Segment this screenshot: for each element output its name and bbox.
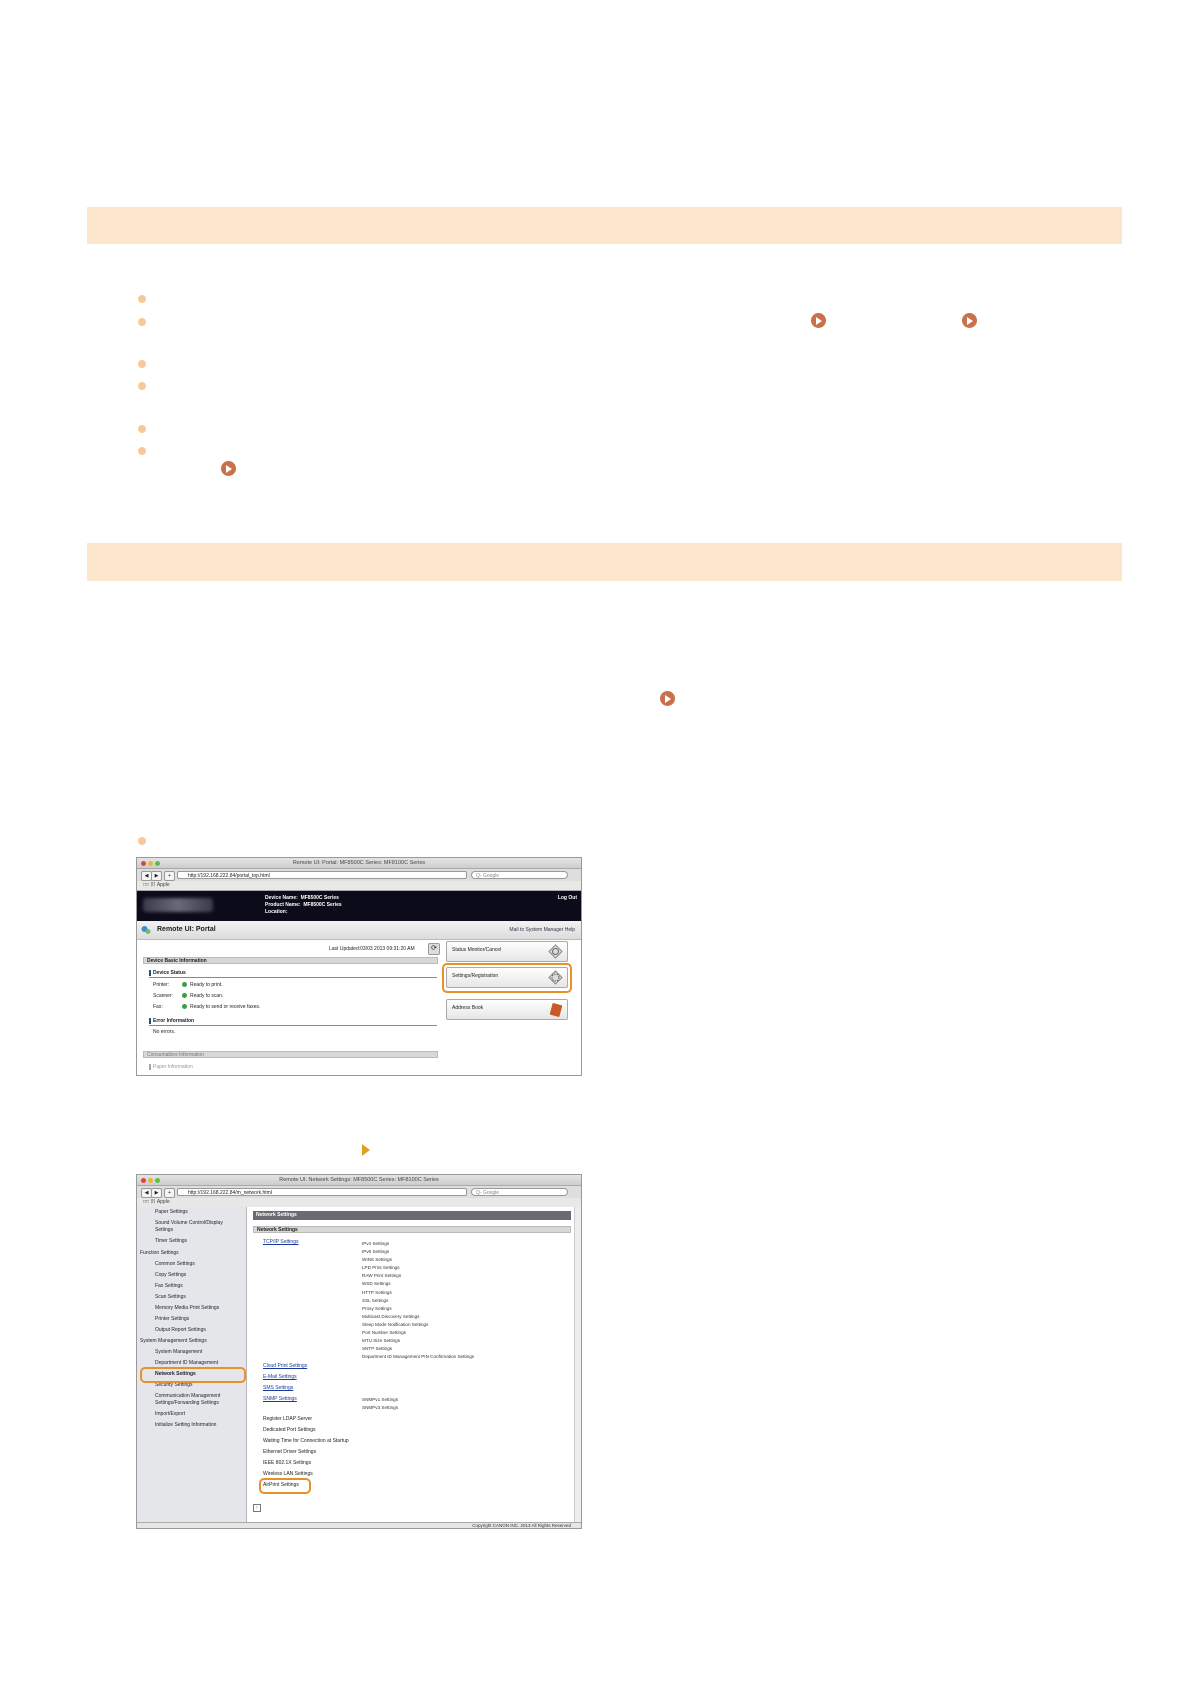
add-bookmark-button[interactable]: + <box>164 871 175 881</box>
sidebar-item-network-settings[interactable]: Network Settings <box>155 1371 196 1377</box>
tcpip-item: WINS Settings <box>362 1257 392 1263</box>
sidebar-item-sound-volume[interactable]: Sound Volume Control/Display <box>155 1220 223 1226</box>
forward-button[interactable]: ▶ <box>151 871 162 881</box>
tcpip-item: SNTP Settings <box>362 1346 393 1352</box>
status-monitor-icon <box>548 944 563 959</box>
bullet-marker <box>138 837 146 845</box>
portal-icon <box>141 925 151 935</box>
sidebar-item-security-settings[interactable]: Security Settings <box>155 1382 193 1388</box>
bullet-marker <box>138 425 146 433</box>
airprint-settings-link[interactable]: AirPrint Settings <box>263 1482 299 1488</box>
device-basic-info-header: Device Basic Information <box>143 957 438 964</box>
address-book-label: Address Book <box>452 1005 484 1011</box>
settings-sidebar <box>137 1207 247 1522</box>
address-book-icon <box>548 1002 563 1017</box>
network-settings-screenshot <box>136 1174 582 1529</box>
highlight-settings-registration <box>442 963 572 993</box>
snmp-item: SNMPv3 Settings <box>362 1405 398 1410</box>
minimize-window-icon[interactable] <box>148 861 153 866</box>
tcpip-item: SSL Settings <box>362 1297 389 1303</box>
sidebar-item-timer-settings[interactable]: Timer Settings <box>155 1238 188 1244</box>
minimize-window-icon[interactable] <box>148 1178 153 1183</box>
product-logo <box>143 898 213 912</box>
link-arrow-icon[interactable] <box>962 313 977 328</box>
wireless-lan-settings[interactable]: Wireless LAN Settings <box>263 1471 313 1477</box>
tcpip-item: RAW Print Settings <box>362 1273 402 1279</box>
step-arrow-icon <box>362 1144 370 1156</box>
sidebar-item-system-management[interactable]: System Management <box>155 1349 203 1355</box>
waiting-time-startup[interactable]: Waiting Time for Connection at Startup <box>263 1438 349 1444</box>
tcpip-item: Multicast Discovery Settings <box>362 1313 420 1319</box>
no-errors-text: No errors. <box>153 1029 176 1035</box>
page-top-icon[interactable]: ↑ <box>253 1504 261 1512</box>
link-arrow-icon[interactable] <box>221 461 236 476</box>
tcpip-item: IPv6 Settings <box>362 1249 390 1255</box>
window-title-bar <box>137 858 581 869</box>
zoom-window-icon[interactable] <box>155 861 160 866</box>
sidebar-group-system-management: System Management Settings <box>140 1338 207 1344</box>
browser-toolbar <box>137 869 581 881</box>
link-arrow-icon[interactable] <box>660 691 675 706</box>
tcpip-item: IPv4 Settings <box>362 1241 390 1246</box>
tcpip-item: MTU Size Settings <box>362 1338 401 1344</box>
forward-button[interactable]: ▶ <box>151 1188 162 1198</box>
network-settings-subheader: Network Settings <box>253 1226 571 1233</box>
window-title: Remote UI: Network Settings: MF8500C Series: MF8100C Series <box>279 1177 439 1183</box>
location-label: Location: <box>265 909 288 915</box>
network-settings-pane <box>247 1207 575 1522</box>
copyright-footer: Copyright CANON INC. 2013 All Rights Reserved <box>137 1522 581 1528</box>
snmp-settings-link[interactable]: SNMP Settings <box>263 1396 297 1402</box>
bookmarks-bar: □□ 田 Apple <box>137 1198 581 1208</box>
address-book-button[interactable] <box>446 999 568 1020</box>
bullet-marker <box>138 360 146 368</box>
tcpip-item: Proxy Settings <box>362 1305 392 1311</box>
remote-ui-portal-screenshot <box>136 857 582 1076</box>
scanner-status: Ready to scan. <box>190 993 224 999</box>
highlight-network-settings <box>140 1367 246 1383</box>
browser-toolbar <box>137 1186 581 1198</box>
sidebar-item-communication-management-cont[interactable]: Settings/Forwarding Settings <box>155 1400 219 1406</box>
refresh-icon[interactable]: ⟳ <box>428 943 440 955</box>
fax-status-icon <box>182 1004 187 1009</box>
device-status-heading: Device Status <box>149 970 186 976</box>
highlight-airprint-settings <box>259 1478 311 1494</box>
sidebar-item-communication-management[interactable]: Communication Management <box>155 1393 221 1399</box>
portal-title: Remote UI: Portal <box>157 926 216 933</box>
sms-settings-link[interactable]: SMS Settings <box>263 1385 294 1391</box>
window-title-bar <box>137 1175 581 1186</box>
email-settings-link[interactable]: E-Mail Settings <box>263 1374 297 1380</box>
link-arrow-icon[interactable] <box>811 313 826 328</box>
tcpip-item: LPD Print Settings <box>362 1265 400 1271</box>
tcpip-item: Department ID Management PIN Confirmation Settings <box>362 1354 475 1360</box>
sidebar-group-function-settings: Function Settings <box>140 1250 179 1256</box>
consumables-info-header: Consumables Information <box>143 1051 438 1058</box>
status-monitor-cancel-button[interactable] <box>446 941 568 962</box>
sidebar-item-sound-volume-cont[interactable]: Settings <box>155 1227 174 1233</box>
bullet-marker <box>138 318 146 326</box>
product-name-value: MF8500C Series <box>303 902 342 908</box>
tcpip-item: HTTP Settings <box>362 1289 392 1295</box>
section-header-band-1 <box>87 207 1122 244</box>
tcpip-items-list <box>362 1240 474 1361</box>
device-name-label: Device Name: <box>265 895 298 901</box>
url-field[interactable]: http://192.168.222.84/portal_top.html <box>177 871 467 879</box>
last-updated-text: Last Updated:03/03 2013 09:31:20 AM <box>329 946 415 952</box>
dedicated-port-settings[interactable]: Dedicated Port Settings <box>263 1427 316 1433</box>
sidebar-item-scan-settings[interactable]: Scan Settings <box>155 1294 186 1300</box>
url-field[interactable]: http://192.168.222.84/m_network.html <box>177 1188 467 1196</box>
printer-label: Printer: <box>153 982 170 988</box>
add-bookmark-button[interactable]: + <box>164 1188 175 1198</box>
paper-info-heading: Paper Information <box>149 1064 193 1070</box>
error-info-heading: Error Information <box>149 1018 194 1024</box>
sidebar-item-initialize[interactable]: Initialize Setting Information <box>155 1422 217 1428</box>
tcpip-item: WSD Settings <box>362 1281 391 1287</box>
tcpip-settings-link[interactable]: TCP/IP Settings <box>263 1239 299 1245</box>
snmp-item: SNMPv1 Settings <box>362 1397 398 1402</box>
section-header-band-2 <box>87 543 1122 581</box>
sidebar-item-common-settings[interactable]: Common Settings <box>155 1261 195 1267</box>
tcpip-item: Port Number Settings <box>362 1330 406 1336</box>
remote-ui-header <box>137 891 581 921</box>
sidebar-item-copy-settings[interactable]: Copy Settings <box>155 1272 187 1278</box>
network-settings-title-bar <box>253 1211 571 1220</box>
scanner-status-icon <box>182 993 187 998</box>
search-field[interactable]: Q- Google <box>471 871 568 879</box>
fax-status: Ready to send or receive faxes. <box>190 1004 261 1010</box>
bullet-marker <box>138 382 146 390</box>
sidebar-item-printer-settings[interactable]: Printer Settings <box>155 1316 190 1322</box>
ieee-8021x-settings[interactable]: IEEE 802.1X Settings <box>263 1460 312 1466</box>
cloud-print-settings-link[interactable]: Cloud Print Settings <box>263 1363 308 1369</box>
network-settings-title: Network Settings <box>256 1212 297 1218</box>
scanner-label: Scanner: <box>153 993 174 999</box>
portal-title-bar <box>137 921 581 940</box>
bookmarks-bar: □□ 田 Apple <box>137 881 581 891</box>
close-window-icon[interactable] <box>141 1178 146 1183</box>
tcpip-item: Sleep Mode Notification Settings <box>362 1321 429 1327</box>
printer-status: Ready to print. <box>190 982 223 988</box>
sidebar-item-department-id[interactable]: Department ID Management <box>155 1360 219 1366</box>
sidebar-item-memory-media[interactable]: Memory Media Print Settings <box>155 1305 220 1311</box>
sidebar-item-paper-settings[interactable]: Paper Settings <box>155 1209 188 1215</box>
printer-status-icon <box>182 982 187 987</box>
close-window-icon[interactable] <box>141 861 146 866</box>
divider <box>149 1025 437 1026</box>
product-name-label: Product Name: <box>265 902 301 908</box>
fax-label: Fax: <box>153 1004 163 1010</box>
back-button[interactable]: ◀ <box>141 1188 152 1198</box>
status-monitor-label: Status Monitor/Cancel <box>452 947 502 953</box>
settings-registration-label: Settings/Registration <box>452 973 499 979</box>
log-out-link[interactable]: Log Out <box>557 895 577 901</box>
mail-help-links[interactable]: Mail to System Manager Help <box>509 927 575 933</box>
divider <box>149 977 437 978</box>
search-field[interactable]: Q- Google <box>471 1188 568 1196</box>
sidebar-item-fax-settings[interactable]: Fax Settings <box>155 1283 183 1289</box>
window-title: Remote UI: Portal: MF8500C Series: MF8100C Series <box>292 860 426 866</box>
register-ldap-server[interactable]: Register LDAP Server <box>263 1416 313 1422</box>
sidebar-item-import-export[interactable]: Import/Export <box>155 1411 186 1417</box>
zoom-window-icon[interactable] <box>155 1178 160 1183</box>
vertical-scrollbar[interactable] <box>574 1207 581 1522</box>
back-button[interactable]: ◀ <box>141 871 152 881</box>
device-name-value: MF8500C Series <box>300 895 339 901</box>
bullet-marker <box>138 295 146 303</box>
sidebar-item-output-report[interactable]: Output Report Settings <box>155 1327 206 1333</box>
ethernet-driver-settings[interactable]: Ethernet Driver Settings <box>263 1449 317 1455</box>
bullet-marker <box>138 447 146 455</box>
